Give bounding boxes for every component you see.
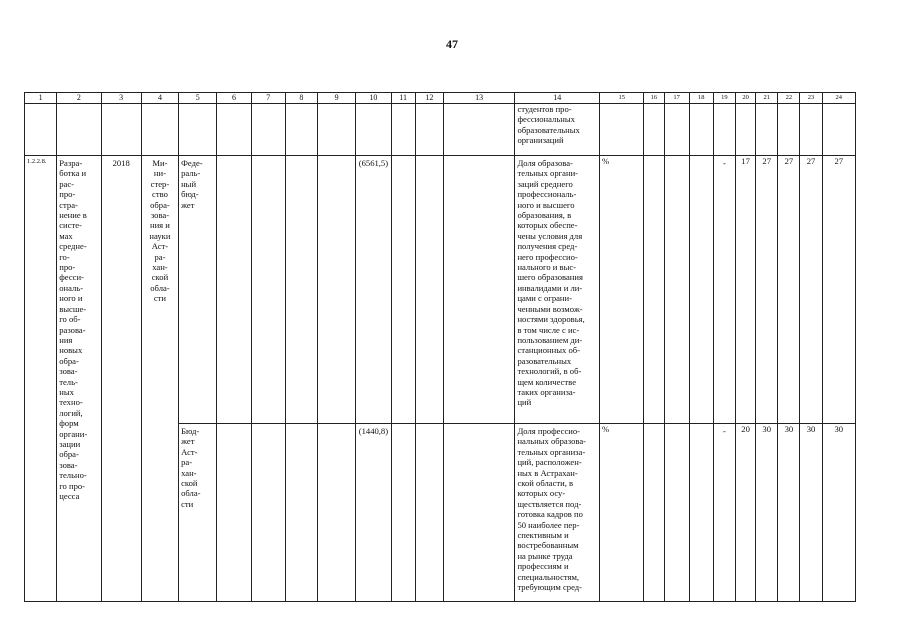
col-header: 5 [179,93,217,104]
funding-amount: (6561,5) [356,156,391,424]
target-value: 30 [800,424,822,602]
col-header: 23 [800,93,822,104]
target-value: 27 [756,156,778,424]
target-value: 20 [736,424,756,602]
funding-amount: (1440,8) [356,424,391,602]
indicator-text: Доля профессио- нальных образова- тельных организа- ций, расположен- ных в Астрахан- ской области, в которых осу- ществляется под- готовка кадров по 50 наиболее пер- спективным и востребованным на рынке труда профессиям и специальностям, требующим сред- [515,424,600,602]
indicator-text: Доля образова- тельных органи- заций среднего профессиональ- ного и высшего образования, в которых обеспе- чены условия для получения сред- него профессио- нального и выс- шего образования инвалидами и ли- цами с ограни- ченными возмож- ностями здоровья, в том числе с ис- пользованием ди- станционных об- разовательных технологий, в об- щем количестве таких организа- ций [515,156,600,424]
col-header: 3 [101,93,141,104]
col-header: 20 [736,93,756,104]
col-header: 17 [664,93,689,104]
col-header: 21 [756,93,778,104]
col-header: 12 [415,93,443,104]
indicator-unit: % [600,156,644,424]
col-header: 16 [644,93,664,104]
base-value: - [713,424,735,602]
col-header: 8 [285,93,317,104]
col-header: 1 [25,93,57,104]
target-value: 17 [736,156,756,424]
target-value: 27 [778,156,800,424]
target-value: 30 [778,424,800,602]
continuation-indicator: студентов про- фессиональных образовательных организаций [515,104,600,156]
col-header: 18 [689,93,713,104]
target-value: 30 [822,424,855,602]
funding-source: Бюд- жет Аст- ра- хан- ской обла- сти [179,424,217,602]
indicator-unit: % [600,424,644,602]
col-header: 19 [713,93,735,104]
event-year: 2018 [101,156,141,602]
col-header: 15 [600,93,644,104]
continuation-row [25,104,856,156]
funding-source: Феде- раль- ный бюд- жет [179,156,217,424]
target-value: 30 [756,424,778,602]
col-header: 6 [217,93,251,104]
col-header: 4 [141,93,178,104]
table-row [25,156,856,424]
base-value: - [713,156,735,424]
col-header: 13 [443,93,515,104]
page-number: 47 [446,37,458,51]
col-header: 7 [251,93,285,104]
col-header: 24 [822,93,855,104]
executor: Ми- ни- стер- ство обра- зова- ния и науки Аст- ра- хан- ской обла- сти [141,156,178,602]
col-header: 10 [356,93,391,104]
col-header: 14 [515,93,600,104]
target-value: 27 [822,156,855,424]
col-header: 2 [57,93,101,104]
col-header: 22 [778,93,800,104]
col-header: 11 [391,93,415,104]
program-table [24,92,856,602]
target-value: 27 [800,156,822,424]
col-header: 9 [318,93,356,104]
column-number-row [25,93,856,104]
row-number: 1.2.2.8. [25,156,57,602]
event-name: Разра- ботка и рас- про- стра- нение в систе- мах средне- го- про- фесси- ональ- ного и высше- го об- разова- ния новых обра- зова- тель- ных техно- логий, форм органи- зации обра- зова- тельно- го про- цесса [57,156,101,602]
